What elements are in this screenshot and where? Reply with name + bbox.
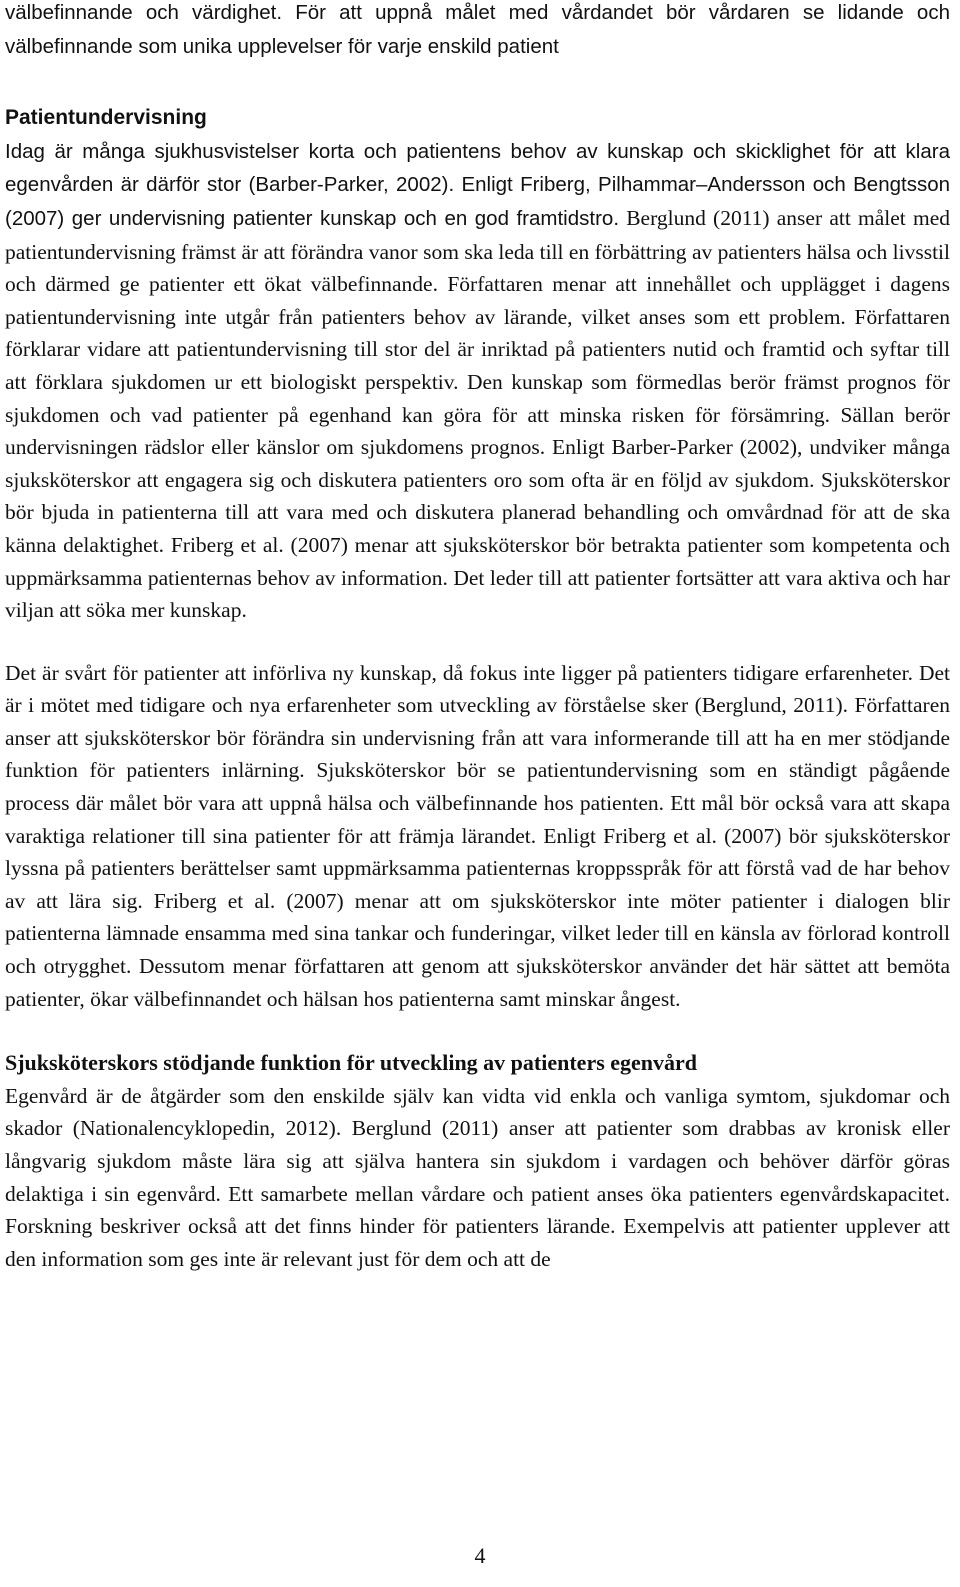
spacer [5, 627, 950, 657]
paragraph-sans-part: Idag är många sjukhusvistelser korta och patientens behov av kunskap och skicklighet för att klara egenvården är därför stor (Barber-Parker, 2002). Enligt Friberg, Pilhammar–Andersson och Bengtsson (2007) ger undervisning patienter kunskap och en god framtidstro. [5, 139, 950, 230]
section-heading-stodjande-funktion: Sjuksköterskors stödjande funktion för utveckling av patienters egenvård [5, 1050, 698, 1076]
section-heading-patientundervisning: Patientundervisning [5, 106, 207, 130]
paragraph-patientundervisning [5, 135, 950, 627]
paragraph-serif-part: Berglund (2011) anser att målet med patientundervisning främst är att förändra vanor som ska leda till en förbättring av patienters hälsa och livsstil och därmed ge patienter ett ökat välbefinnande. Författaren menar att innehållet och upplägget i dagens patientundervisning inte utgår från patienters behov av lärande, vilket anses som ett problem. Författaren förklarar vidare att patientundervisning till stor del är inriktad på patienters nutid och framtid och syftar till att förklara sjukdomen ur ett biologiskt perspektiv. Den kunskap som förmedlas berör främst prognos för sjukdomen och vad patienter på egenhand kan göra för att minska risken för försämring. Sällan berör undervisningen rädslor eller känslor om sjukdomens prognos. Enligt Barber-Parker (2002), undviker många sjuksköterskor att engagera sig och diskutera patienters oro som ofta är en följd av sjukdom. Sjuksköterskor bör bjuda in patienterna till att vara med och diskutera planerad behandling och omvårdnad för att de ska känna delaktighet. Friberg et al. (2007) menar att sjuksköterskor bör betrakta patienter som kompetenta och uppmärksamma patienternas behov av information. Det leder till att patienter fortsätter att vara aktiva och har viljan att söka mer kunskap. [5, 205, 950, 623]
page-number: 4 [474, 1543, 486, 1568]
paragraph-egenvard: Egenvård är de åtgärder som den enskilde själv kan vidta vid enkla och vanliga symtom, sjukdomar och skador (Nationalencyklopedin, 2012). Berglund (2011) anser att patienter som drabbas av kronisk eller långvarig sjukdom måste lära sig att själva hantera sin sjukdom i vardagen och behöver därför göras delaktiga i sin egenvård. Ett samarbete mellan vårdare och patient anses öka patienters egenvårdskapacitet. Forskning beskriver också att det finns hinder för patienters lärande. Exempelvis att patienter upplever att den information som ges inte är relevant just för dem och att de [5, 1083, 950, 1271]
intro-paragraph [5, 0, 950, 63]
intro-text: välbefinnande och värdighet. För att uppnå målet med vårdandet bör vårdaren se lidande och välbefinnande som unika upplevelser för varje enskild patient [5, 1, 950, 58]
spacer [5, 63, 950, 102]
paragraph-inlarning: Det är svårt för patienter att införliva ny kunskap, då fokus inte ligger på patienters tidigare erfarenheter. Det är i mötet med tidigare och nya erfarenheter som utveckling av förståelse sker (Berglund, 2011). Författaren anser att sjuksköterskor bör förändra sin undervisning från att vara informerande till att ha en mer stödjande funktion för patienters inlärning. Sjuksköterskor bör se patientundervisning som en ständigt pågående process där målet bör vara att uppnå hälsa och välbefinnande hos patienten. Ett mål bör också vara att skapa varaktiga relationer till sina patienter för att främja lärandet. Enligt Friberg et al. (2007) bör sjuksköterskor lyssna på patienters berättelser samt uppmärksamma patienternas kroppsspråk för att förstå vad de har behov av att lära sig. Friberg et al. (2007) menar att om sjuksköterskor inte möter patienter i dialogen blir patienterna lämnade ensamma med sina tankar och funderingar, vilket leder till en känsla av förlorad kontroll och otrygghet. Dessutom menar författaren att genom att sjuksköterskor använder det här sättet att bemöta patienter, ökar välbefinnandet och hälsan hos patienterna samt minskar ångest. [5, 660, 950, 1011]
spacer [5, 1015, 950, 1047]
document-page [5, 0, 950, 1275]
